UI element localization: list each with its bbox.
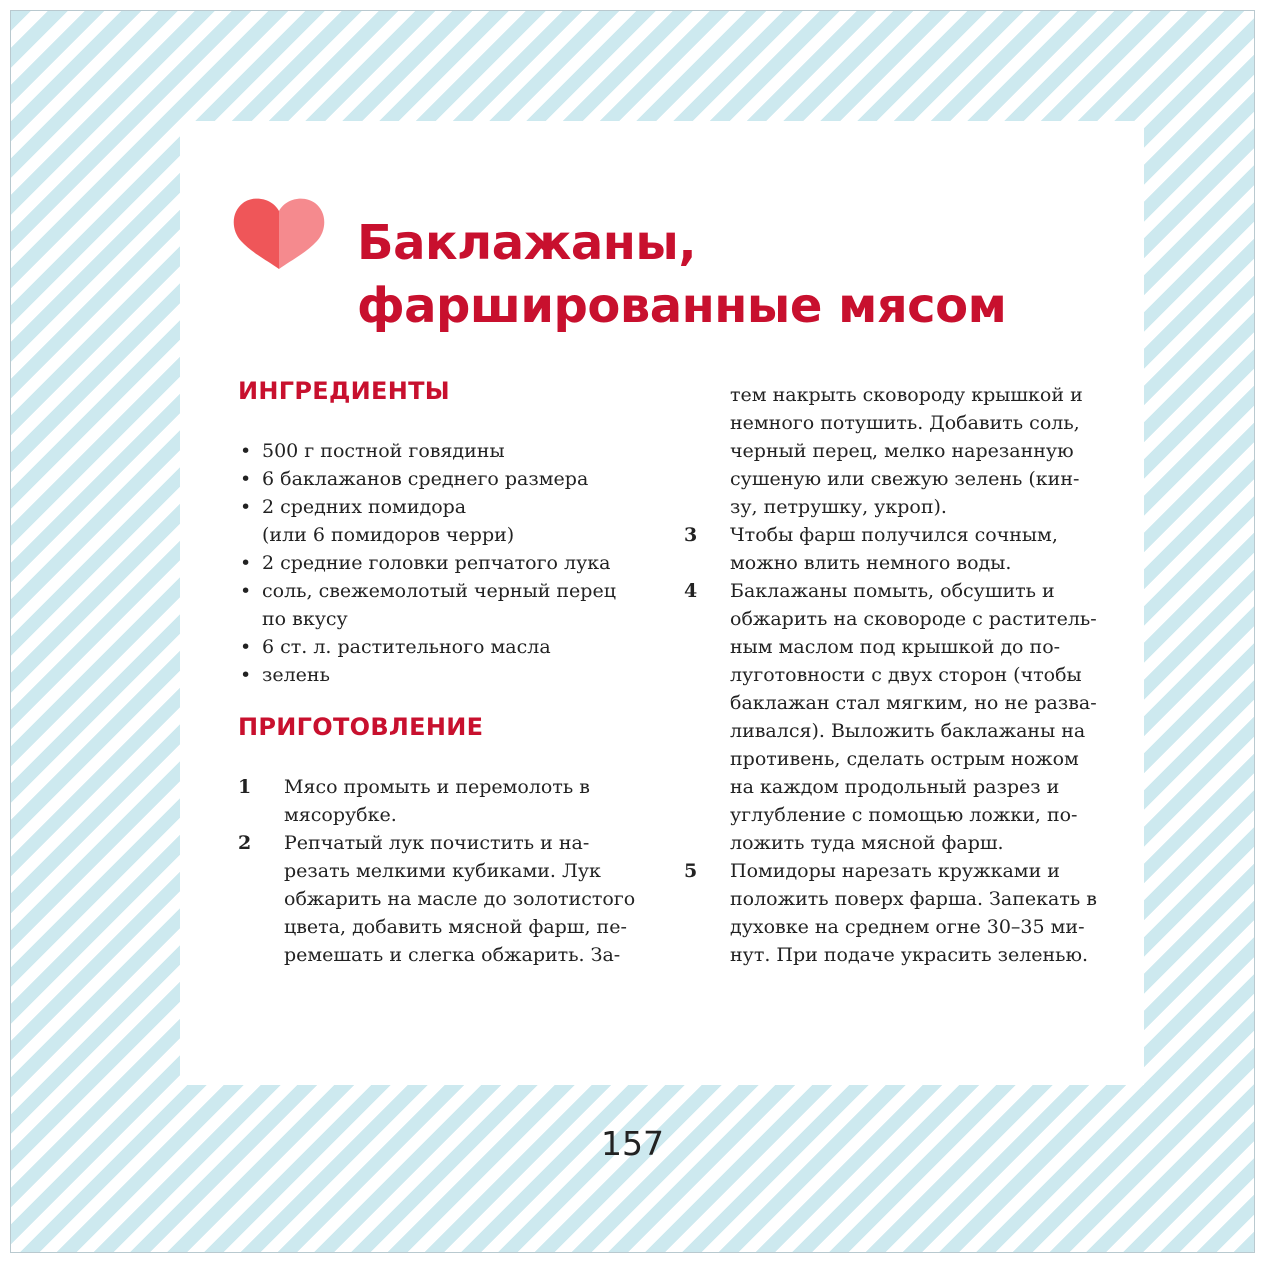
step-number: 4 (684, 580, 698, 602)
preparation-step (684, 577, 1104, 857)
step-text: положить поверх фарша. Запекать в (730, 888, 1097, 910)
step-text: зу, петрушку, укроп). (730, 496, 947, 518)
preparation-step (684, 381, 1104, 521)
step-text: нут. При подаче украсить зеленью. (730, 944, 1089, 966)
step-text: противень, сделать острым ножом (730, 748, 1079, 770)
ingredient-item (238, 633, 658, 661)
ingredient-text: • 2 средних помидора (262, 496, 467, 518)
step-number: 1 (238, 776, 252, 798)
preparation-step (238, 773, 648, 829)
ingredient-text: • 6 ст. л. растительного масла (262, 636, 551, 658)
step-text: Баклажаны помыть, обсушить и (730, 580, 1055, 602)
step-text: Репчатый лук почистить и на- (284, 832, 590, 854)
ingredient-item (238, 577, 658, 633)
step-text: ремешать и слегка обжарить. За- (284, 944, 621, 966)
step-text: можно влить немного воды. (730, 552, 1012, 574)
ingredient-text: по вкусу (262, 608, 348, 630)
step-text: ным маслом под крышкой до по- (730, 636, 1061, 658)
recipe-title-line-2: фаршированные мясом (357, 278, 1007, 334)
ingredient-text: • 2 средние головки репчатого лука (262, 552, 611, 574)
ingredient-item (238, 437, 658, 465)
page-number: 157 (601, 1124, 664, 1163)
step-number: 3 (684, 524, 698, 546)
step-text: луготовности с двух сторон (чтобы (730, 664, 1082, 686)
ingredient-item (238, 549, 658, 577)
preparation-steps-right-column (684, 381, 1104, 969)
ingredient-text: • 500 г постной говядины (262, 440, 505, 462)
heart-icon (232, 197, 326, 269)
ingredient-text: • зелень (262, 664, 330, 686)
step-text: немного потушить. Добавить соль, (730, 412, 1080, 434)
step-text: Помидоры нарезать кружками и (730, 860, 1060, 882)
ingredient-item (238, 661, 658, 689)
preparation-step (684, 857, 1104, 969)
step-text: обжарить на масле до золотистого (284, 888, 636, 910)
ingredients-heading: ИНГРЕДИЕНТЫ (238, 377, 450, 405)
step-text: резать мелкими кубиками. Лук (284, 860, 601, 882)
step-text: духовке на среднем огне 30–35 ми- (730, 916, 1085, 938)
step-number: 2 (238, 832, 252, 854)
step-text: тем накрыть сковороду крышкой и (730, 384, 1083, 406)
step-text: баклажан стал мягким, но не разва- (730, 692, 1097, 714)
step-text: ливался). Выложить баклажаны на (730, 720, 1086, 742)
step-text: цвета, добавить мясной фарш, пе- (284, 916, 627, 938)
ingredient-item (238, 465, 658, 493)
preparation-step (684, 521, 1104, 577)
step-text: сушеную или свежую зелень (кин- (730, 468, 1080, 490)
ingredient-text: (или 6 помидоров черри) (262, 524, 515, 546)
ingredients-list (238, 437, 658, 689)
preparation-steps-left-column (238, 773, 648, 969)
step-text: обжарить на сковороде с раститель- (730, 608, 1097, 630)
step-number: 5 (684, 860, 698, 882)
recipe-title (357, 212, 1117, 338)
ingredient-item (238, 493, 658, 549)
ingredient-text: • 6 баклажанов среднего размера (262, 468, 589, 490)
preparation-heading: ПРИГОТОВЛЕНИЕ (238, 713, 484, 741)
step-text: мясорубке. (284, 804, 397, 826)
preparation-step (238, 829, 648, 969)
step-text: ложить туда мясной фарш. (730, 832, 1004, 854)
step-text: углубление с помощью ложки, по- (730, 804, 1078, 826)
step-text: Чтобы фарш получился сочным, (730, 524, 1058, 546)
ingredient-text: • соль, свежемолотый черный перец (262, 580, 616, 602)
recipe-title-line-1: Баклажаны, (357, 215, 697, 271)
step-text: черный перец, мелко нарезанную (730, 440, 1074, 462)
step-text: на каждом продольный разрез и (730, 776, 1060, 798)
step-text: Мясо промыть и перемолоть в (284, 776, 590, 798)
